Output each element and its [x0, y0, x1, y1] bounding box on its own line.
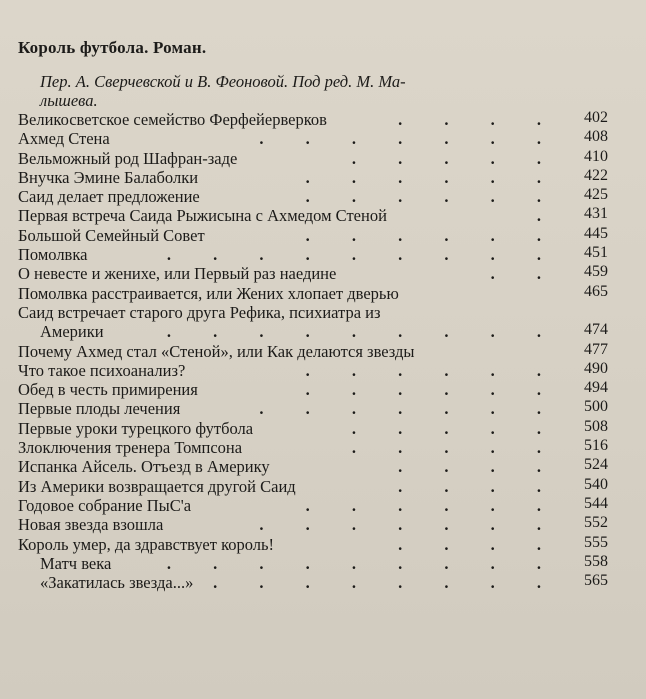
toc-page-number: 500 [584, 398, 608, 416]
toc-page-number: 410 [584, 147, 608, 165]
toc-entry-title: Первые уроки турецкого футбола [18, 418, 254, 438]
toc-page-number: 422 [584, 166, 608, 184]
toc-entry [18, 245, 608, 264]
toc-entry-title: Большой Семейный Совет [18, 225, 205, 245]
toc-entry [18, 322, 608, 341]
toc-page-number: 524 [584, 456, 608, 474]
toc-page-number: 465 [584, 282, 608, 300]
toc-entry-title: Обед в честь примирения [18, 380, 198, 400]
toc-page-number: 408 [584, 128, 608, 146]
toc-leader-dots: . . . . . . . . . [166, 245, 560, 265]
toc-entry-title: Что такое психоанализ? [18, 360, 186, 380]
toc-entry-title: Саид делает предложение [18, 187, 200, 207]
toc-leader-dots: . [536, 206, 560, 226]
toc-entry-title: Первые плоды лечения [18, 399, 181, 419]
toc-entry [18, 515, 608, 534]
toc-leader-dots: . . . . . . . [259, 399, 560, 419]
toc-page-number: 494 [584, 379, 608, 397]
toc-leader-dots: . . . . . . [305, 225, 560, 245]
toc-leader-dots: . . . . . . . . . [166, 322, 560, 342]
toc-page-number: 555 [584, 533, 608, 551]
toc-entry [18, 457, 608, 476]
toc-entry [18, 554, 608, 573]
toc-entry-title: Вельможный род Шафран-заде [18, 148, 238, 168]
toc-entry-title: Помолвка расстраивается, или Жених хлопает дверью [18, 283, 399, 303]
toc-entry-title: Испанка Айсель. Отъезд в Америку [18, 457, 270, 477]
toc-entry [18, 342, 608, 361]
toc-page-number: 558 [584, 552, 608, 570]
toc-entry-title: Ахмед Стена [18, 129, 110, 149]
book-title: Король футбола. Роман. [18, 38, 207, 57]
toc-page-number: 451 [584, 244, 608, 262]
toc-entry [18, 496, 608, 515]
toc-page-number: 445 [584, 224, 608, 242]
toc-page-number: 565 [584, 572, 608, 590]
toc-page-number: 508 [584, 417, 608, 435]
toc-entry [18, 380, 608, 399]
toc-entry-title: Внучка Эмине Балаболки [18, 167, 199, 187]
toc-leader-dots: . . . . . . [305, 167, 560, 187]
toc-leader-dots: . . . . . . . [259, 515, 560, 535]
toc-leader-dots: . . . . [398, 534, 560, 554]
toc-entry [18, 264, 608, 283]
toc-entry [18, 129, 608, 148]
toc-leader-dots: . . [490, 264, 560, 284]
toc-leader-dots: . . . . . . . . . [166, 553, 560, 573]
toc-entry [18, 110, 608, 129]
toc-entry [18, 361, 608, 380]
toc-entry-title: Великосветское семейство Ферфейерверков [18, 110, 327, 129]
toc-entry [18, 477, 608, 496]
toc-entry-title: Новая звезда взошла [18, 515, 164, 535]
toc-page-number: 490 [584, 359, 608, 377]
toc-entry-title: «Закатилась звезда...» [40, 573, 194, 593]
toc-leader-dots: . . . . [398, 110, 560, 129]
toc-entry-title: О невесте и женихе, или Первый раз наедине [18, 264, 337, 284]
toc-page-number: 544 [584, 494, 608, 512]
toc-page-number: 516 [584, 437, 608, 455]
toc-entry-title: Первая встреча Саида Рыжисына с Ахмедом Стеной [18, 206, 387, 226]
toc-entry [18, 535, 608, 554]
toc-leader-dots: . . . . . . . . [213, 573, 560, 593]
toc-entry-title: Матч века [40, 553, 112, 573]
toc-page-number: 552 [584, 514, 608, 532]
toc-entry-title: Почему Ахмед стал «Стеной», или Как делаются звезды [18, 341, 415, 361]
toc-entry-title: Саид встречает старого друга Рефика, психиатра из [18, 302, 381, 322]
toc-leader-dots: . . . . . . [305, 187, 560, 207]
toc-leader-dots: . . . . . . [305, 360, 560, 380]
toc-entry [18, 206, 608, 225]
toc-page-number: 474 [584, 321, 608, 339]
toc-entry-title: Помолвка [18, 245, 88, 265]
toc-page-number: 402 [584, 109, 608, 126]
toc-entry [18, 284, 608, 303]
toc-leader-dots: . . . . [398, 476, 560, 496]
toc-page-number: 425 [584, 186, 608, 204]
toc-entry [18, 399, 608, 418]
toc-leader-dots: . . . . . [351, 418, 560, 438]
toc-leader-dots: . . . . . . [305, 380, 560, 400]
toc-entry [18, 149, 608, 168]
toc-entry-title: Злоключения тренера Томпсона [18, 438, 243, 458]
toc-page-number: 477 [584, 340, 608, 358]
toc-entry-title: Король умер, да здравствует король! [18, 534, 275, 554]
toc-entry-title: Америки [40, 322, 104, 342]
table-of-contents [18, 110, 608, 592]
toc-entry [18, 303, 608, 322]
toc-entry [18, 187, 608, 206]
toc-leader-dots: . . . . . [351, 148, 560, 168]
toc-page-number: 431 [584, 205, 608, 223]
toc-entry [18, 419, 608, 438]
toc-leader-dots: . . . . . . [305, 495, 560, 515]
toc-entry [18, 438, 608, 457]
toc-leader-dots: . . . . . . . [259, 129, 560, 149]
translator-credits: Пер. А. Сверчевской и В. Феоновой. Под ред. М. Ма- лышева. [40, 72, 406, 110]
toc-leader-dots: . . . . [398, 457, 560, 477]
toc-leader-dots: . . . . . [351, 438, 560, 458]
toc-entry [18, 168, 608, 187]
toc-entry-title: Годовое собрание ПыС'а [18, 495, 192, 515]
toc-entry [18, 573, 608, 592]
toc-page-number: 459 [584, 263, 608, 281]
toc-page-number: 540 [584, 475, 608, 493]
toc-entry [18, 226, 608, 245]
toc-entry-title: Из Америки возвращается другой Саид [18, 476, 296, 496]
